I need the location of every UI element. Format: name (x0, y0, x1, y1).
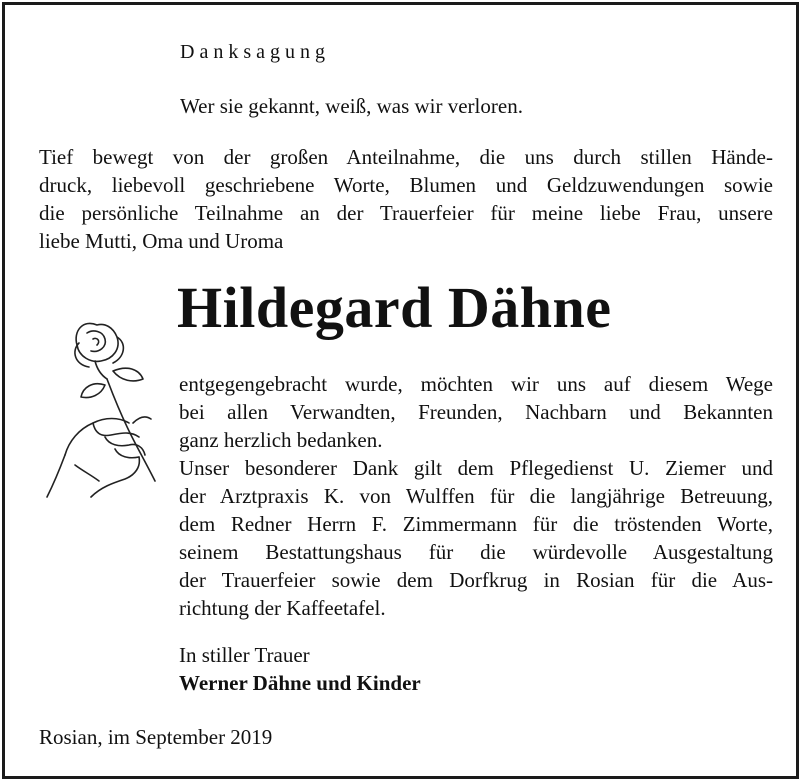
intro-line: die persönliche Teilnahme an der Trauerfeier für meine liebe Frau, unsere (39, 201, 773, 225)
signatories: Werner Dähne und Kinder (179, 671, 421, 695)
body-line: der Arztpraxis K. von Wulffen für die langjährige Betreuung, (179, 484, 773, 508)
body-line: dem Redner Herrn F. Zimmermann für die tröstenden Worte, (179, 512, 773, 536)
mourning-label: In stiller Trauer (179, 643, 310, 667)
body-line: seinem Bestattungshaus für die würdevolle Ausgestaltung (179, 540, 773, 564)
body-line: Unser besonderer Dank gilt dem Pflegedienst U. Ziemer und (179, 456, 773, 480)
deceased-name: Hildegard Dähne (177, 275, 612, 340)
body-line: ganz herzlich bedanken. (179, 428, 383, 452)
intro-line: liebe Mutti, Oma und Uroma (39, 229, 284, 253)
body-line: richtung der Kaffeetafel. (179, 596, 386, 620)
notice-frame (2, 2, 799, 779)
notice-quote: Wer sie gekannt, weiß, was wir verloren. (180, 94, 523, 118)
rose-in-hand-icon (35, 305, 175, 505)
body-line: bei allen Verwandten, Freunden, Nachbarn und Bekannten (179, 400, 773, 424)
intro-line: Tief bewegt von der großen Anteilnahme, die uns durch stillen Hände- (39, 145, 773, 169)
notice-heading: Danksagung (180, 41, 330, 63)
body-line: der Trauerfeier sowie dem Dorfkrug in Rosian für die Aus- (179, 568, 773, 592)
body-line: entgegengebracht wurde, möchten wir uns auf diesem Wege (179, 372, 773, 396)
place-date: Rosian, im September 2019 (39, 725, 273, 749)
intro-line: druck, liebevoll geschriebene Worte, Blumen und Geldzuwendungen sowie (39, 173, 773, 197)
